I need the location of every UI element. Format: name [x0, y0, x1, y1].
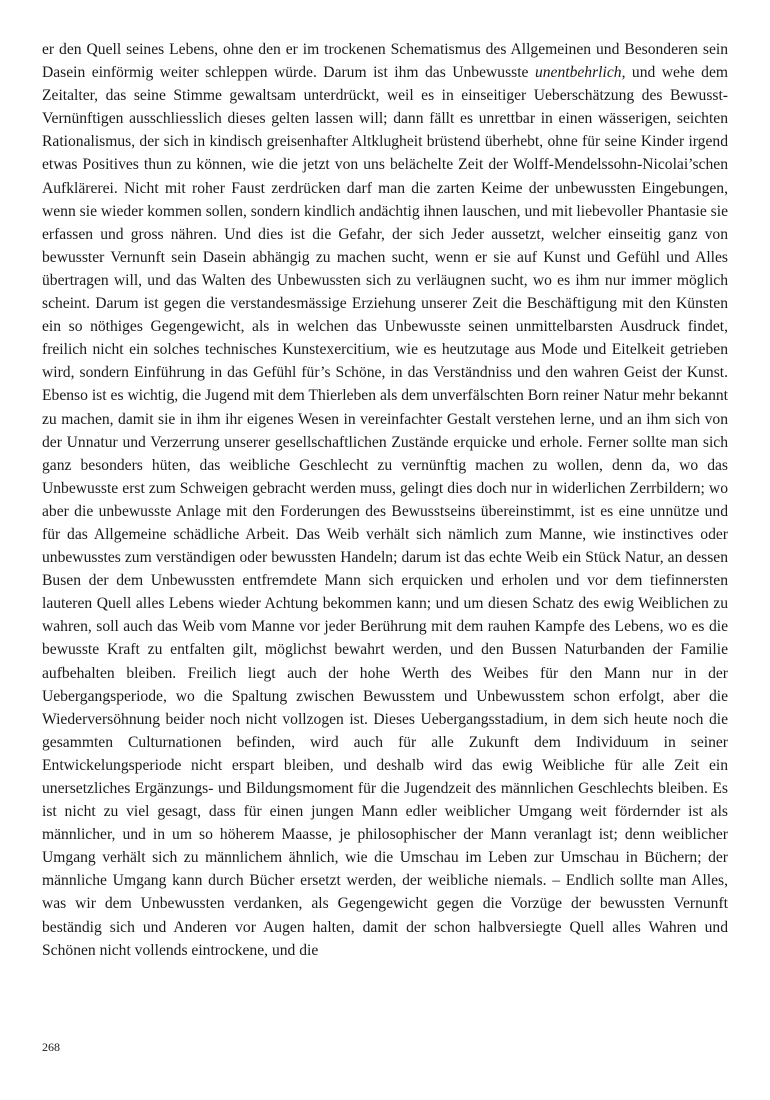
paragraph-text-part-1: er den Quell seines Lebens, ohne den er im trockenen Schematismus des Allgemeinen und Besonderen sein Dasein einförmig weiter schleppen würde. Darum ist ihm das Unbewusste [42, 41, 728, 82]
document-page [42, 38, 728, 962]
page-number: 268 [42, 1040, 60, 1054]
emphasized-word: unentbehrlich [534, 64, 622, 82]
paragraph-text-part-2: , und wehe dem Zeitalter, das seine Stimme gewaltsam unterdrückt, weil es in einseitiger Ueberschätzung des Bewusst-Vernünftigen ausschliesslich dieses gelten lassen will; dann fällt es unrettbar in einen wässerigen, seichten Rationalismus, der sich in kindisch greisenhafter Altklugheit brüstend überhebt, ohne für seine Kinder irgend etwas Positives thun zu können, wie die jetzt von uns belächelte Zeit der Wolff-Mendelssohn-Nicolai’schen Aufklärerei. Nicht mit roher Faust zerdrücken darf man die zarten Keime der unbewussten Eingebungen, wenn sie wieder kommen sollen, sondern kindlich andächtig ihnen lauschen, und mit liebevoller Phantasie sie erfassen und gross nähren. Und dies ist die Gefahr, der sich Jeder aussetzt, welcher einseitig ganz von bewusster Vernunft sein Dasein abhängig zu machen sucht, wenn er sie auf Kunst und Gefühl und Alles übertragen will, und das Walten des Unbewussten sich zu verläugnen sucht, wo es ihm nur immer möglich scheint. Darum ist gegen die verstandesmässige Erziehung unserer Zeit die Beschäftigung mit den Künsten ein so nöthiges Gegengewicht, als in welchen das Unbewusste seinen unmittelbarsten Ausdruck findet, freilich nicht ein solches technisches Kunstexercitium, wie es heutzutage aus Mode und Eitelkeit getrieben wird, sondern Einführung in das Gefühl für’s Schöne, in das Verständniss und den wahren Geist der Kunst. Ebenso ist es wichtig, die Jugend mit dem Thierleben als dem unverfälschten Born reiner Natur mehr bekannt zu machen, damit sie in ihm ihr eigenes Wesen in vereinfachter Gestalt verstehen lerne, und an ihm sich von der Unnatur und Verzerrung unserer gesellschaftlichen Zustände erquicke und erhole. Ferner sollte man sich ganz besonders hüten, das weibliche Geschlecht zu vernünftig machen zu wollen, denn da, wo das Unbewusste erst zum Schweigen gebracht werden muss, gelingt dies doch nur in widerlichen Zerrbildern; wo aber die unbewusste Anlage mit den Forderungen des Bewusstseins übereinstimmt, ist es eine unnütze und für das Allgemeine schädliche Arbeit. Das Weib verhält sich nämlich zum Manne, wie instinctives oder unbewusstes zum verständigen oder bewussten Handeln; darum ist das echte Weib ein Stück Natur, an dessen Busen der dem Unbewussten entfremdete Mann sich erquicken und erholen und vor dem tiefinnersten lauteren Quell alles Lebens wieder Achtung bekommen kann; und um diesen Schatz des ewig Weiblichen zu wahren, soll auch das Weib vom Manne vor jeder Berührung mit dem rauhen Kampfe des Lebens, wo es die bewusste Kraft zu entfalten gilt, möglichst bewahrt werden, und den Bussen Naturbanden der Familie aufbehalten bleiben. Freilich liegt auch der hohe Werth des Weibes für den Mann nur in der Uebergangsperiode, wo die Spaltung zwischen Bewusstem und Unbewusstem schon erfolgt, aber die Wiederversöhnung beider noch nicht vollzogen ist. Dieses Uebergangsstadium, in dem sich heute noch die gesammten Culturnationen befinden, wird auch für alle Zukunft dem Individuum in seiner Entwickelungsperiode nicht erspart bleiben, und deshalb wird das ewig Weibliche für alle Zeit ein unersetzliches Ergänzungs- und Bildungsmoment für die Jugendzeit des männlichen Geschlechts bleiben. Es ist nicht zu viel gesagt, dass für einen jungen Mann edler weiblicher Umgang weit fördernder ist als männlicher, und in um so höherem Maasse, je philosophischer der Mann veranlagt ist; denn weiblicher Umgang verhält sich zu männlichem ähnlich, wie die Umschau im Leben zur Umschau in Büchern; der männliche Umgang kann durch Bücher ersetzt werden, der weibliche niemals. – Endlich sollte man Alles, was wir dem Unbewussten verdanken, als Gegengewicht gegen die Vorzüge der bewussten Vernunft beständig sich und Anderen vor Augen halten, damit der schon halbversiegte Quell alles Wahren und Schönen nicht vollends eintrockene, und die [42, 64, 728, 959]
body-paragraph [42, 38, 728, 962]
